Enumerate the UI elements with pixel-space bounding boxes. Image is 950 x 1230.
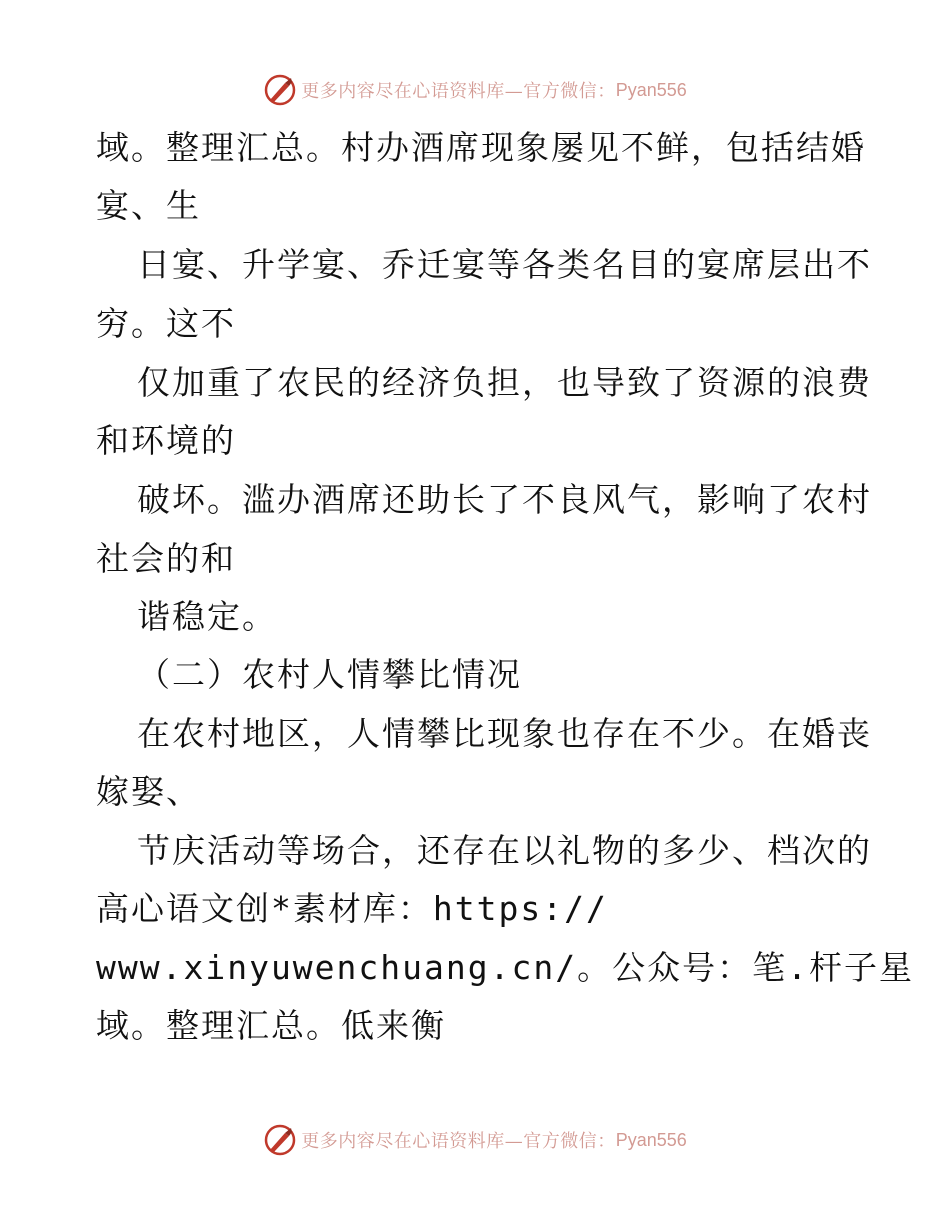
text-line: 谐稳定。 bbox=[137, 597, 277, 636]
footer-wechat-id: Pyan556 bbox=[615, 1129, 687, 1150]
header-wechat-id: Pyan556 bbox=[615, 79, 687, 100]
footer-banner bbox=[0, 1120, 950, 1160]
text-line: 社会的和 bbox=[96, 539, 236, 578]
header-banner-text: 更多内容尽在心语资料库—官方微信： bbox=[301, 81, 616, 102]
quill-pen-logo-icon bbox=[263, 1123, 297, 1157]
text-line: 高心语文创*素材库：https:// bbox=[96, 889, 608, 928]
text-line: 和环境的 bbox=[96, 421, 236, 460]
text-line: 日宴、升学宴、乔迁宴等各类名目的宴席层出不 bbox=[137, 245, 872, 284]
footer-banner-text: 更多内容尽在心语资料库—官方微信： bbox=[301, 1131, 616, 1152]
text-line: 仅加重了农民的经济负担，也导致了资源的浪费 bbox=[137, 363, 872, 402]
text-line: 破坏。滥办酒席还助长了不良风气，影响了农村 bbox=[137, 480, 872, 519]
section-heading: （二）农村人情攀比情况 bbox=[137, 655, 522, 694]
header-banner bbox=[0, 70, 950, 110]
text-line: 嫁娶、 bbox=[96, 772, 201, 811]
quill-pen-logo-icon bbox=[263, 73, 297, 107]
text-line: 穷。这不 bbox=[96, 304, 236, 343]
text-line: 域。整理汇总。低来衡 bbox=[96, 1006, 446, 1045]
text-line: 节庆活动等场合，还存在以礼物的多少、档次的 bbox=[137, 831, 872, 870]
text-line: www.xinyuwenchuang.cn/。公众号：笔.杆子星 bbox=[96, 948, 914, 987]
text-line: 宴、生 bbox=[96, 186, 201, 225]
text-line: 在农村地区，人情攀比现象也存在不少。在婚丧 bbox=[137, 714, 872, 753]
text-line: 域。整理汇总。村办酒席现象屡见不鲜，包括结婚 bbox=[96, 128, 866, 167]
